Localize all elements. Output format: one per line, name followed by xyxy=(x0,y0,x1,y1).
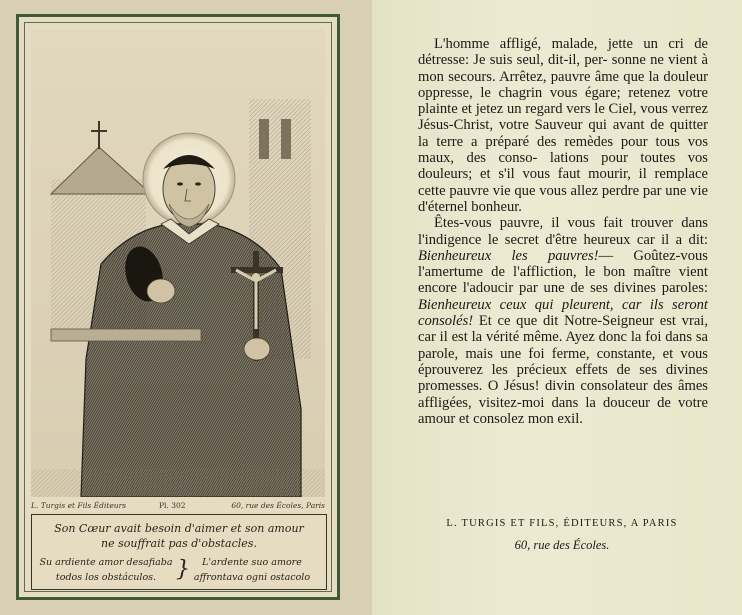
prayer-text xyxy=(418,36,708,427)
prayer-line: chagrin vous égare; retenez votre plainte xyxy=(418,84,708,118)
plate-number: Pl. 302 xyxy=(159,501,186,510)
back-publisher: L. TURGIS ET FILS, ÉDITEURS, A PARIS xyxy=(446,518,678,529)
caption-spanish-line-1: Su ardiente amor desafiaba xyxy=(39,557,173,568)
prayer-line: avant de quitter la terre a préparé des xyxy=(418,117,708,150)
prayer-line: et jetez un regard vers le Ciel, vous xyxy=(461,101,672,118)
prayer-line: lations pour toutes vos douleurs; et xyxy=(418,150,708,183)
caption-spanish-line-2: todos los obstáculos. xyxy=(55,572,157,583)
beatitude-quote-2: Bienheureux ceux qui pleurent, car ils seront consolés! xyxy=(418,296,708,330)
prayer-paragraph-2 xyxy=(418,215,708,427)
caption-italian-line-2: affrontava ogni ostacolo xyxy=(193,572,311,583)
prayer-text-run: Êtes-vous pauvre, il vous fait trouver dans l'indigence le secret d'être heureux car il a dit: xyxy=(418,215,708,248)
back-address: 60, rue des Écoles. xyxy=(514,538,610,552)
saint-engraving-icon xyxy=(31,29,325,497)
holy-card-back xyxy=(372,0,742,615)
caption-box xyxy=(31,514,327,590)
prayer-line: de détresse: Je suis seul, dit-il, per- xyxy=(418,36,708,69)
prayer-line: verrez Jésus-Christ, votre Sauveur qui xyxy=(418,101,708,134)
caption-french-line-1: Son Cœur avait besoin d'aimer et son amour xyxy=(54,522,304,535)
saint-face xyxy=(163,157,215,221)
caption-italian xyxy=(182,555,322,585)
prayer-line: vie d'éternel bonheur. xyxy=(418,182,708,215)
caption-french xyxy=(32,521,326,551)
prayer-text-run: — Goûtez-vous l'amertume de l'affliction, le bon maître vient encore l'adoucir par une de ses divines paroles: xyxy=(418,247,708,297)
engraving-publisher-line xyxy=(31,501,325,513)
prayer-line: L'homme affligé, malade, jette un cri xyxy=(434,36,695,52)
caption-french-line-2: ne souffrait pas d'obstacles. xyxy=(101,537,257,550)
prayer-line: sonne ne vient à mon secours. Arrêtez, xyxy=(418,52,708,85)
balustrade xyxy=(51,329,201,341)
prayer-line: pauvre âme que la douleur oppresse, le xyxy=(418,68,708,101)
prayer-paragraph-1 xyxy=(418,36,708,215)
publisher-address: 60, rue des Écoles, Paris xyxy=(231,501,325,510)
publisher-name: L. Turgis et Fils Éditeurs xyxy=(31,501,127,510)
prayer-line: remèdes pour tous vos maux, des conso- xyxy=(418,133,709,167)
engraving-svg xyxy=(31,29,325,497)
prayer-line: s'il vous faut mourir, il remplace cette xyxy=(418,166,708,199)
prayer-line: pauvre vie que vous allez perdre par une xyxy=(449,182,691,199)
caption-italian-line-1: L'ardente suo amore xyxy=(202,557,302,568)
beatitude-quote-1: Bienheureux les pauvres! xyxy=(418,247,599,264)
card-frame xyxy=(16,14,340,600)
caption-spanish xyxy=(36,555,176,585)
caption-separator: } xyxy=(176,557,190,582)
prayer-text-run: Et ce que dit Notre-Seigneur est vrai, car il est la vérité même. Ayez donc la foi dans sa parole, mais une foi ferme, constante, et vous éprouverez les précieux effets de ses divines promesses. O Jésus! divin consolateur des âmes affligées, visitez-moi dans la douceur de votre amour et consolez mon exil. xyxy=(418,313,708,427)
